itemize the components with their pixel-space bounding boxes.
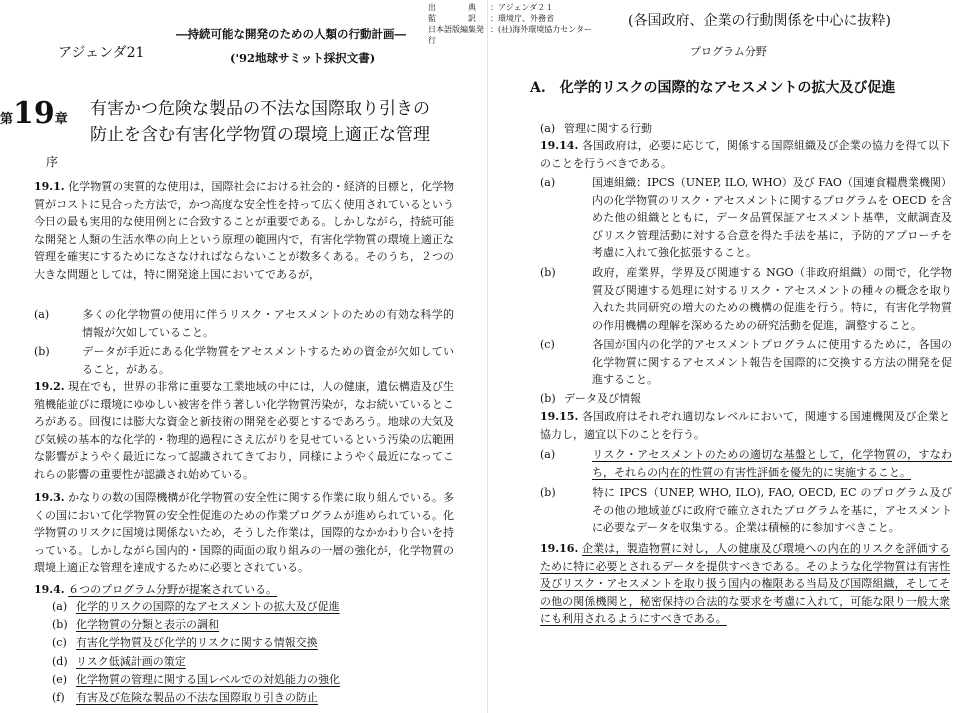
section-label: プログラム分野 [690, 45, 767, 58]
chapter-number: 第19章 [0, 96, 68, 131]
preface-heading: 序 [46, 155, 59, 169]
program-area-item: (a) 化学的リスクの国際的なアセスメントの拡大及び促進 [52, 600, 340, 613]
subsection-heading-b: (b) データ及び情報 [540, 392, 641, 405]
book-subtitle-2: ('92地球サミット採択文書) [230, 51, 376, 65]
paragraph-19-14-a: (a) 国連組織：IPCS（UNEP, ILO, WHO）及び FAO（国連食糧農業機関）内の化学物質のリスク・アセスメントに関するプログラムを OECD を含めた他の組織とともに，データ品質保証アセスメント基準，文献調査及びリスク管理活動に対する合意を得た手法を基に，予防的アプローチを考慮に入れて強化拡張すること。 [540, 176, 952, 260]
paragraph-19-1: 19.1. 化学物質の実質的な使用は，国際社会における社会的・経済的目標と，化学物質がコストに見合った方法で，かつ高度な安全性を持って広く使用されているという今日の最も実用的な使用例とに合致することが重要である。しかしながら，持続可能な開発と人類の生活水準の向上という原理の範囲内で，有害化学物質の環境上適正な管理を確実にするためになさなければならないことが数多くある。そのうち，２つの大きな問題としては，特に開発途上国においてであるが， [34, 180, 455, 281]
chapter-title: 有害かつ危険な製品の不法な国際取り引きの 防止を含む有害化学物質の環境上適正な管理 [90, 99, 430, 145]
program-area-item: (c) 有害化学物質及び化学的リスクに関する情報交換 [52, 636, 318, 650]
paragraph-19-15-b: (b) 特に IPCS（UNEP, WHO, ILO), FAO, OECD, EC のプログラム及びその他の地域並びに政府で確立されたプログラムを基に，アセスメントに必要なデータを収集する。企業は積極的に参加すべきこと。 [540, 486, 952, 535]
book-subtitle: ―持続可能な開発のための人類の行動計画― [176, 27, 406, 41]
paragraph-19-16: 19.16. 企業は，製造物質に対し，人の健康及び環境への内在的リスクを評価するために特に必要とされるデータを提供すべきである。そのような化学物質は有害性及びリスク・アセスメントを取り扱う国内の権限ある当局及び国際組織，そしてその他の関係機関と，秘密保持の合法的な要求を考慮に入れて，可能な限り一般大衆にも利用されるようにすべきである。 [540, 542, 951, 626]
publisher-values: ：アジェンダ２１ ：環境庁、外務省 ：(社)海外環境協力センター [490, 3, 592, 34]
program-area-item: (e) 化学物質の管理に関する国レベルでの対処能力の強化 [52, 672, 340, 686]
paragraph-19-14-c: (c) 各国が国内の化学的アセスメントプログラムに使用するために，各国の化学物質に関するアセスメント報告を国際的に交換する方法の開発を促進すること。 [540, 338, 952, 387]
paragraph-19-15-a: (a) リスク・アセスメントのための適切な基盤として，化学物質の，すなわち，それらの内在的性質の有害性評価を優先的に実施すること。 [540, 448, 952, 479]
program-area-item: (b) 化学物質の分類と表示の調和 [52, 618, 219, 632]
page-divider [487, 0, 488, 713]
paragraph-19-4: 19.4. ６つのプログラム分野が提案されている。 [34, 583, 278, 596]
paragraph-19-14: 19.14. 各国政府は，必要に応じて，関係する国際組織及び企業の協力を得て以下のことを行うべきである。 [540, 139, 951, 170]
excerpt-note: (各国政府、企業の行動関係を中心に抜粋) [628, 13, 891, 29]
section-title: A. 化学的リスクの国際的なアセスメントの拡大及び促進 [530, 80, 896, 96]
paragraph-19-14-b: (b) 政府，産業界，学界及び関連する NGO（非政府組織）の間で，化学物質及び関連する処理に対するリスク・アセスメントの種々の概念を取り入れた共同研究の増大のための機構の促進を行う。特に，有害化学物質の作用機構の理解を深めるための研究活動を促進，調整すること。 [540, 266, 952, 332]
paragraph-19-15: 19.15. 各国政府はそれぞれ適切なレベルにおいて，関連する国連機関及び企業と協力し，適宜以下のことを行う。 [540, 410, 951, 441]
paragraph-19-1-a: (a) 多くの化学物質の使用に伴うリスク・アセスメントのための有効な科学的情報が欠如していること。 [34, 308, 454, 339]
program-area-item: (d) リスク低減計画の策定 [52, 654, 186, 668]
series-name: アジェンダ21 [58, 45, 145, 61]
paragraph-19-2: 19.2. 現在でも，世界の非常に重要な工業地域の中には，人の健康，遺伝構造及び生殖機能並びに環境にゆゆしい被害を伴う著しい化学物質汚染が，なお続いているところがある。回復には膨大な資金と新技術の開発を必要とするであろう。地球の大気及び気候の基本的な化学的・物理的過程にさえ広がりを見せているという汚染の広範囲な影響がようやく最近になって認識されてきており，同様にようやく最近になってこれらの影響の重要性が認識され始めている。 [34, 380, 455, 481]
subsection-heading-a: (a) 管理に関する行動 [540, 122, 652, 135]
publisher-labels: 出 典 監 訳 日本語版編集発行 [428, 3, 484, 45]
program-area-item: (f) 有害及び危険な製品の不法な国際取り引きの防止 [52, 691, 318, 705]
paragraph-19-3: 19.3. かなりの数の国際機構が化学物質の安全性に関する作業に取り組んでいる。多くの国において化学物質の安全性促進のための作業プログラムが進められている。化学物質のリスクに国境は関係ないため，そうした作業は，国際的なかかわり合いを持っている。しかしながら国内的・国際的両面の取り組みの一層の強化が，化学物質の環境上適正な管理を達成するために必要とされている。 [34, 491, 455, 575]
program-area-list [52, 598, 452, 707]
paragraph-19-1-b: (b) データが手近にある化学物質をアセスメントするための資金が欠如していること，がある。 [34, 345, 454, 376]
